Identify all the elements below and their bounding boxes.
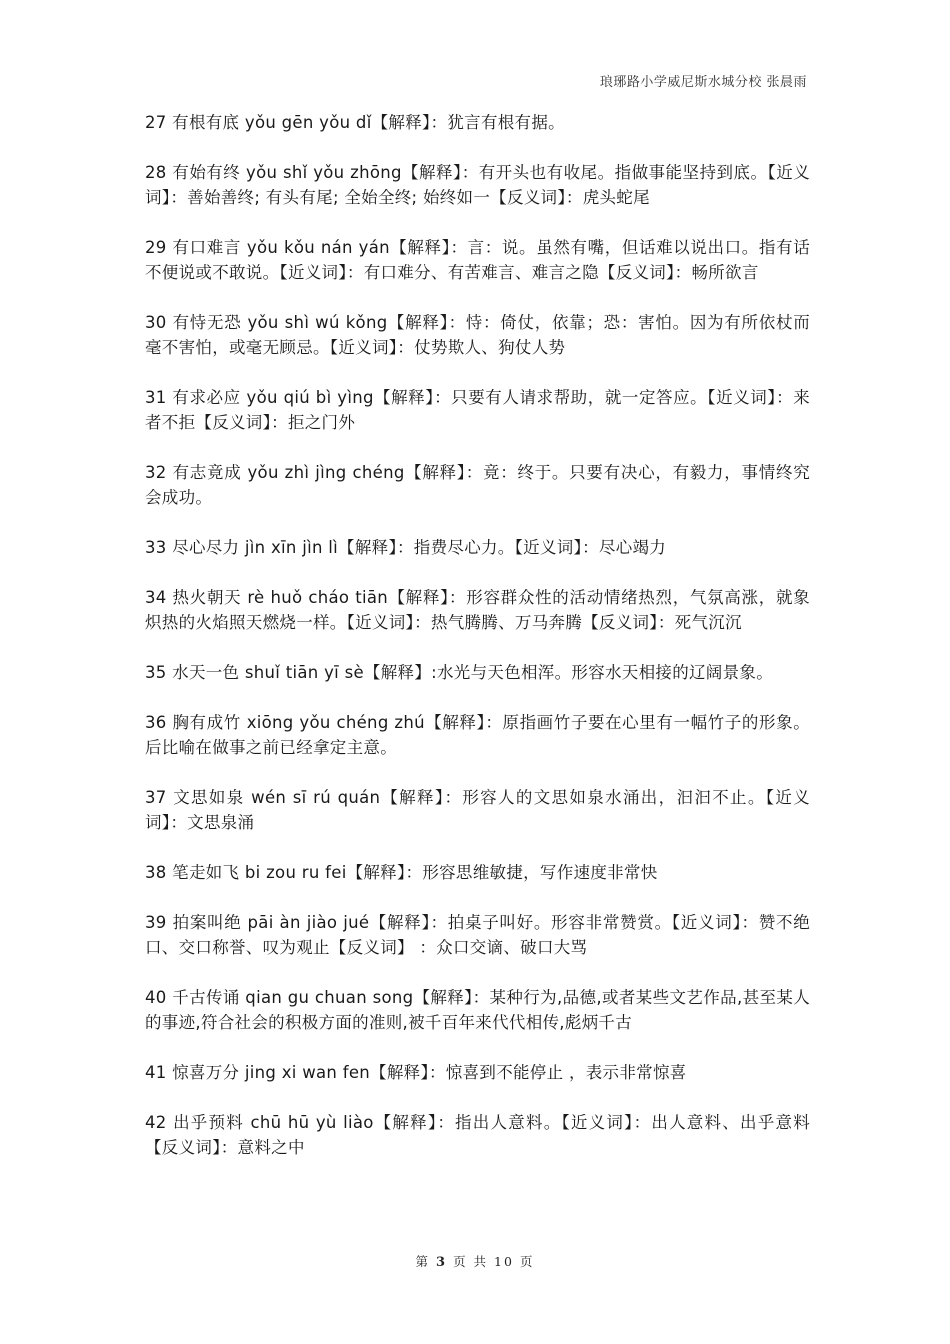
idiom-entry-27: 27 有根有底 yǒu gēn yǒu dǐ【解释】：犹言有根有据。 bbox=[145, 113, 565, 132]
current-page-number: 3 bbox=[436, 1255, 448, 1270]
idiom-entry-36: 36 胸有成竹 xiōng yǒu chéng zhú【解释】：原指画竹子要在心里有一幅竹子的形象。后比喻在做事之前已经拿定主意。 bbox=[145, 713, 810, 757]
idiom-entry-39: 39 拍案叫绝 pāi àn jiào jué【解释】：拍桌子叫好。形容非常赞赏。【近义词】：赞不绝口、交口称誉、叹为观止【反义词】 ：众口交谪、破口大骂 bbox=[145, 913, 810, 957]
idiom-entry-32: 32 有志竟成 yǒu zhì jìng chéng【解释】：竟：终于。只要有决心，有毅力，事情终究会成功。 bbox=[145, 463, 810, 507]
page-header: 琅琊路小学威尼斯水城分校 张晨雨 bbox=[599, 75, 807, 90]
idiom-entry-42: 42 出乎预料 chū hū yù liào【解释】：指出人意料。【近义词】：出人意料、出乎意料【反义词】：意料之中 bbox=[145, 1113, 810, 1157]
idiom-entry-35: 35 水天一色 shuǐ tiān yī sè【解释】:水光与天色相浑。形容水天相接的辽阔景象。 bbox=[145, 663, 773, 682]
page-footer bbox=[0, 1252, 950, 1270]
idiom-entry-37: 37 文思如泉 wén sī rú quán【解释】：形容人的文思如泉水涌出，汩汩不止。【近义词】：文思泉涌 bbox=[145, 788, 810, 832]
idiom-entry-30: 30 有恃无恐 yǒu shì wú kǒng【解释】：恃：倚仗，依靠；恐：害怕。因为有所依杖而毫不害怕，或毫无顾忌。【近义词】：仗势欺人、狗仗人势 bbox=[145, 313, 810, 357]
idiom-entry-34: 34 热火朝天 rè huǒ cháo tiān【解释】：形容群众性的活动情绪热烈，气氛高涨，就象炽热的火焰照天燃烧一样。【近义词】：热气腾腾、万马奔腾【反义词】：死气沉沉 bbox=[145, 588, 810, 632]
footer-prefix: 第 bbox=[415, 1254, 431, 1269]
total-page-number: 10 bbox=[494, 1254, 514, 1269]
idiom-entry-41: 41 惊喜万分 jing xi wan fen【解释】：惊喜到不能停止 ，表示非常惊喜 bbox=[145, 1063, 687, 1082]
idiom-list bbox=[145, 110, 810, 1160]
idiom-entry-31: 31 有求必应 yǒu qiú bì yìng【解释】：只要有人请求帮助，就一定答应。【近义词】：来者不拒【反义词】：拒之门外 bbox=[145, 388, 810, 432]
idiom-entry-38: 38 笔走如飞 bi zou ru fei【解释】：形容思维敏捷，写作速度非常快 bbox=[145, 863, 658, 882]
idiom-entry-40: 40 千古传诵 qian gu chuan song【解释】：某种行为,品德,或者某些文艺作品,甚至某人的事迹,符合社会的积极方面的准则,被千百年来代代相传,彪炳千古 bbox=[145, 988, 810, 1032]
idiom-entry-29: 29 有口难言 yǒu kǒu nán yán【解释】：言：说。虽然有嘴，但话难以说出口。指有话不便说或不敢说。【近义词】：有口难分、有苦难言、难言之隐【反义词】：畅所欲言 bbox=[145, 238, 810, 282]
idiom-entry-28: 28 有始有终 yǒu shǐ yǒu zhōng【解释】：有开头也有收尾。指做事能坚持到底。【近义词】：善始善终; 有头有尾; 全始全终; 始终如一【反义词】：虎头蛇尾 bbox=[145, 163, 810, 207]
idiom-entry-33: 33 尽心尽力 jìn xīn jìn lì【解释】：指费尽心力。【近义词】：尽心竭力 bbox=[145, 538, 667, 557]
footer-suffix: 页 bbox=[519, 1254, 535, 1269]
footer-middle: 页 共 bbox=[453, 1254, 489, 1269]
